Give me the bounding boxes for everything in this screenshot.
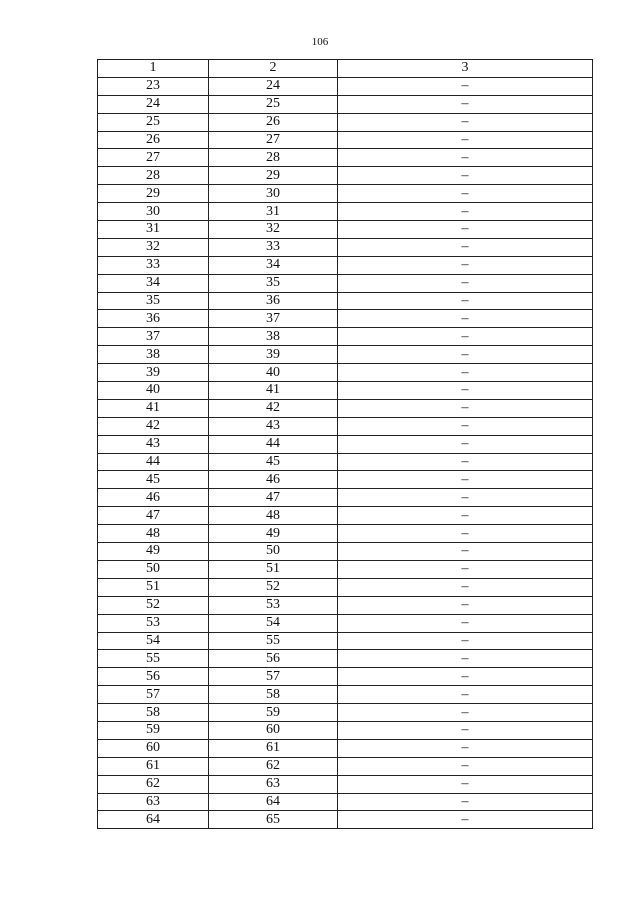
table-cell: –	[338, 382, 593, 400]
table-body	[98, 77, 593, 828]
table-cell: 56	[209, 650, 338, 668]
table-cell: –	[338, 399, 593, 417]
table-cell: 37	[209, 310, 338, 328]
table-cell: 57	[98, 686, 209, 704]
table-cell: 41	[209, 382, 338, 400]
table-cell: 36	[209, 292, 338, 310]
data-table	[97, 59, 593, 829]
table-cell: 52	[209, 578, 338, 596]
table-cell: 58	[209, 686, 338, 704]
table-cell: 35	[98, 292, 209, 310]
column-header: 3	[338, 60, 593, 78]
table-cell: 33	[98, 256, 209, 274]
table-row	[98, 399, 593, 417]
table-row	[98, 221, 593, 239]
table-cell: –	[338, 543, 593, 561]
table-cell: 28	[98, 167, 209, 185]
table-cell: 57	[209, 668, 338, 686]
table-cell: 34	[209, 256, 338, 274]
table-cell: 61	[209, 739, 338, 757]
table-row	[98, 328, 593, 346]
table-row	[98, 346, 593, 364]
table-cell: –	[338, 364, 593, 382]
table-cell: 28	[209, 149, 338, 167]
table-cell: –	[338, 757, 593, 775]
table-cell: 39	[209, 346, 338, 364]
table-cell: 41	[98, 399, 209, 417]
table-cell: 44	[98, 453, 209, 471]
table-row	[98, 471, 593, 489]
column-header: 1	[98, 60, 209, 78]
table-row	[98, 77, 593, 95]
table-cell: 37	[98, 328, 209, 346]
table-cell: –	[338, 346, 593, 364]
table-cell: –	[338, 435, 593, 453]
table-cell: –	[338, 686, 593, 704]
table-cell: –	[338, 238, 593, 256]
table-row	[98, 149, 593, 167]
table-row	[98, 256, 593, 274]
table-cell: 35	[209, 274, 338, 292]
table-cell: –	[338, 811, 593, 829]
table-cell: 42	[98, 417, 209, 435]
table-cell: 48	[209, 507, 338, 525]
table-cell: 46	[209, 471, 338, 489]
table-cell: 32	[209, 221, 338, 239]
table-cell: 32	[98, 238, 209, 256]
table-cell: 45	[98, 471, 209, 489]
table-cell: 64	[209, 793, 338, 811]
table-row	[98, 435, 593, 453]
table-cell: 56	[98, 668, 209, 686]
table-cell: 60	[98, 739, 209, 757]
table-cell: 62	[209, 757, 338, 775]
table-row	[98, 113, 593, 131]
table-cell: 63	[98, 793, 209, 811]
table-cell: –	[338, 149, 593, 167]
table-cell: 30	[98, 203, 209, 221]
table-row	[98, 489, 593, 507]
table-cell: –	[338, 471, 593, 489]
table-cell: –	[338, 632, 593, 650]
table-cell: 50	[98, 560, 209, 578]
table-cell: 53	[209, 596, 338, 614]
table-row	[98, 203, 593, 221]
table-row	[98, 453, 593, 471]
table-cell: –	[338, 650, 593, 668]
table-cell: –	[338, 721, 593, 739]
table-cell: 58	[98, 704, 209, 722]
table-cell: –	[338, 453, 593, 471]
table-cell: 54	[98, 632, 209, 650]
table-cell: 54	[209, 614, 338, 632]
table-row	[98, 632, 593, 650]
column-header: 2	[209, 60, 338, 78]
table-cell: 47	[209, 489, 338, 507]
table-row	[98, 364, 593, 382]
table-cell: 55	[209, 632, 338, 650]
table-cell: –	[338, 614, 593, 632]
table-cell: 59	[98, 721, 209, 739]
table-cell: 31	[209, 203, 338, 221]
table-cell: –	[338, 256, 593, 274]
table-cell: 39	[98, 364, 209, 382]
page-number: 106	[311, 36, 329, 48]
table-cell: –	[338, 775, 593, 793]
table-row	[98, 274, 593, 292]
table-cell: –	[338, 221, 593, 239]
table-cell: –	[338, 77, 593, 95]
table-cell: 27	[98, 149, 209, 167]
table-cell: –	[338, 328, 593, 346]
table-row	[98, 525, 593, 543]
table-cell: 26	[209, 113, 338, 131]
table-cell: 47	[98, 507, 209, 525]
table-row	[98, 167, 593, 185]
table-cell: 63	[209, 775, 338, 793]
table-cell: 43	[209, 417, 338, 435]
table-row	[98, 650, 593, 668]
table-cell: –	[338, 507, 593, 525]
table-row	[98, 95, 593, 113]
table-cell: 49	[98, 543, 209, 561]
header-row	[98, 60, 593, 78]
table-cell: –	[338, 274, 593, 292]
table-cell: –	[338, 793, 593, 811]
table-row	[98, 507, 593, 525]
table-cell: 65	[209, 811, 338, 829]
table-cell: 24	[209, 77, 338, 95]
table-row	[98, 704, 593, 722]
table-cell: 51	[209, 560, 338, 578]
table-cell: 44	[209, 435, 338, 453]
table-row	[98, 668, 593, 686]
table-cell: 48	[98, 525, 209, 543]
table-row	[98, 614, 593, 632]
table-row	[98, 793, 593, 811]
table-cell: 55	[98, 650, 209, 668]
table-row	[98, 721, 593, 739]
table-cell: 62	[98, 775, 209, 793]
table-cell: 36	[98, 310, 209, 328]
table-cell: –	[338, 292, 593, 310]
table-cell: 61	[98, 757, 209, 775]
table-cell: 42	[209, 399, 338, 417]
table-row	[98, 131, 593, 149]
table-cell: 45	[209, 453, 338, 471]
table-row	[98, 382, 593, 400]
table-cell: 27	[209, 131, 338, 149]
table-cell: –	[338, 489, 593, 507]
table-cell: 40	[98, 382, 209, 400]
table-cell: 38	[98, 346, 209, 364]
table-cell: 25	[98, 113, 209, 131]
table-cell: 52	[98, 596, 209, 614]
table-cell: 31	[98, 221, 209, 239]
table-row	[98, 596, 593, 614]
table-cell: –	[338, 578, 593, 596]
table-cell: –	[338, 95, 593, 113]
table-cell: 40	[209, 364, 338, 382]
table-cell: –	[338, 596, 593, 614]
table-row	[98, 757, 593, 775]
table-cell: –	[338, 113, 593, 131]
table-row	[98, 292, 593, 310]
table-cell: 64	[98, 811, 209, 829]
table-cell: –	[338, 131, 593, 149]
table-row	[98, 686, 593, 704]
table-cell: –	[338, 739, 593, 757]
table-cell: –	[338, 668, 593, 686]
table-row	[98, 811, 593, 829]
table-cell: 50	[209, 543, 338, 561]
table-cell: 49	[209, 525, 338, 543]
table-cell: 46	[98, 489, 209, 507]
table-row	[98, 739, 593, 757]
table-row	[98, 578, 593, 596]
table-cell: 43	[98, 435, 209, 453]
table-row	[98, 560, 593, 578]
table-cell: –	[338, 310, 593, 328]
table-cell: 59	[209, 704, 338, 722]
table-row	[98, 310, 593, 328]
table-cell: 26	[98, 131, 209, 149]
table-cell: 23	[98, 77, 209, 95]
table-row	[98, 775, 593, 793]
table-cell: 38	[209, 328, 338, 346]
table-cell: –	[338, 704, 593, 722]
table-header	[98, 60, 593, 78]
table-cell: –	[338, 185, 593, 203]
table-cell: –	[338, 167, 593, 185]
table-row	[98, 417, 593, 435]
table-cell: 24	[98, 95, 209, 113]
table-cell: –	[338, 417, 593, 435]
table-cell: –	[338, 560, 593, 578]
table-cell: 29	[209, 167, 338, 185]
table-cell: 60	[209, 721, 338, 739]
table-row	[98, 543, 593, 561]
table-cell: –	[338, 525, 593, 543]
table-cell: 29	[98, 185, 209, 203]
table-cell: –	[338, 203, 593, 221]
table-cell: 34	[98, 274, 209, 292]
table-cell: 33	[209, 238, 338, 256]
table-cell: 25	[209, 95, 338, 113]
table-cell: 53	[98, 614, 209, 632]
table-cell: 51	[98, 578, 209, 596]
table-row	[98, 185, 593, 203]
table-row	[98, 238, 593, 256]
table-cell: 30	[209, 185, 338, 203]
